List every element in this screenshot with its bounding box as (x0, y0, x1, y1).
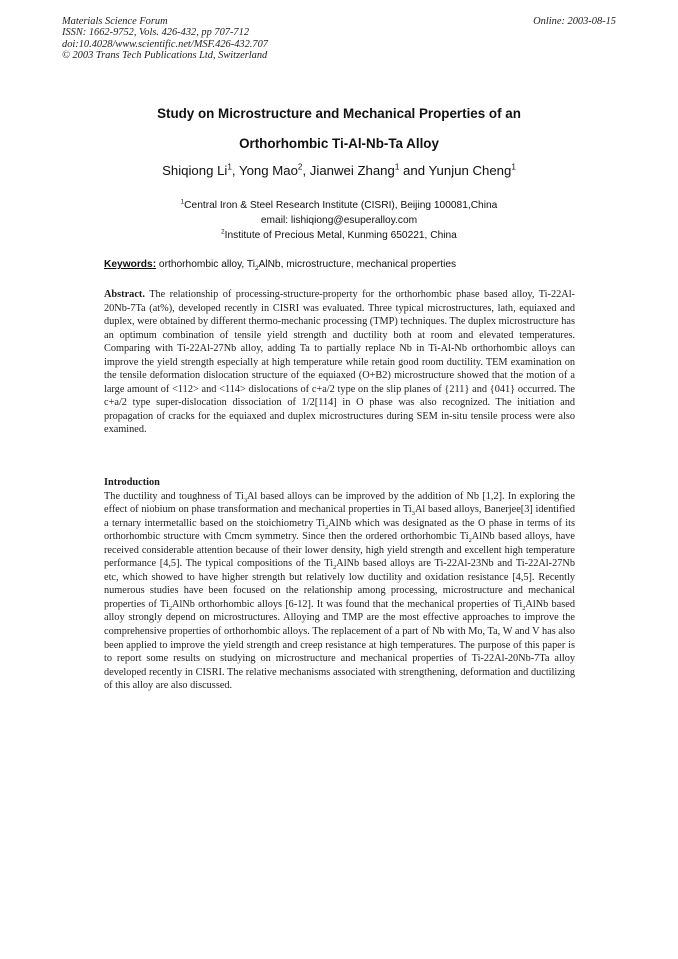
author-list (0, 163, 678, 178)
author-affiliation-mark: 2 (297, 162, 303, 172)
author-affiliation-mark: 1 (511, 162, 516, 172)
copyright-line: © 2003 Trans Tech Publications Ltd, Switzerland (62, 49, 268, 61)
author-separator: and (399, 163, 429, 178)
abstract-paragraph (104, 288, 575, 437)
doi-line: doi:10.4028/www.scientific.net/MSF.426-432.707 (62, 38, 268, 50)
author-separator: , (302, 163, 310, 178)
affiliation-1: $^1$Central Iron & Steel Research Institute (CISRI), Beijing 100081,China (180, 198, 498, 211)
author-separator: , (231, 163, 240, 178)
author-affiliation-mark: 1 (227, 162, 232, 172)
author-name: Yong Mao (239, 163, 298, 178)
journal-name: Materials Science Forum (62, 16, 168, 27)
author-affiliation-mark: 1 (394, 162, 400, 172)
author-name: Shiqiong Li (162, 163, 228, 178)
author-name: Yunjun Cheng (428, 163, 512, 178)
paper-title-line-1: Study on Microstructure and Mechanical Properties of an (157, 106, 521, 121)
affiliation-2: $^2$Institute of Precious Metal, Kunming 650221, China (221, 228, 457, 241)
section-heading: Introduction (104, 477, 160, 488)
keywords-label: Keywords: (104, 259, 157, 270)
introduction-section (104, 476, 575, 693)
paper-title-line-2: Orthorhombic Ti-Al-Nb-Ta Alloy (239, 136, 439, 151)
abstract-label: Abstract. (104, 289, 145, 300)
issn-line: ISSN: 1662-9752, Vols. 426-432, pp 707-712 (62, 27, 250, 39)
online-date: Online: 2003-08-15 (533, 16, 616, 27)
journal-header (62, 16, 268, 61)
author-email: email: lishiqiong@esuperalloy.com (260, 215, 418, 226)
affiliation-mark: 1 (180, 198, 185, 206)
author-name: Jianwei Zhang (309, 163, 395, 178)
abstract-text: The relationship of processing-structure-property for the orthorhombic phase based alloy, Ti-22Al-20Nb-7Ta (at%), developed recently in CISRI was evaluated. Three typical microstructures, lath, equiaxed and duplex, were obtained by different thermo-mechanic processing (TMP) techniques. The duplex microstructure has an optimum combination of tensile yield strength and ductility both at room and elevated temperatures. Comparing with Ti-22Al-27Nb alloy, adding Ta to partially replace Nb in Ti-Al-Nb orthorhombic alloys can improve the yield strength especially at high temperature while retain good room ductility. TEM examination on the tensile deformation dislocation structure of the equiaxed (O+B2) microstructure showed that the motion of a large amount of <112> and <114> dislocations of c+a/2 type on the slip planes of {211} and {041} occurred. The c+a/2 type super-dislocation dissociation of 1/2[114] in O phase was also recognized. The initiation and propagation of cracks for the equiaxed and duplex microstructures during SEM in-situ tensile process were also examined. (104, 289, 575, 436)
keywords-line: Keywords: orthorhombic alloy, $Ti_2AlNb$, microstructure, mechanical properties (104, 259, 457, 273)
affiliation-mark: 2 (221, 228, 225, 236)
introduction-paragraph: The ductility and toughness of $Ti_3Al$ based alloys can be improved by the addition of Nb [1,2]. In exploring the effect of niobium on phase transformation and mechanical properties in $Ti_3Al$ based alloys, Banerjee[3] identified a ternary intermetallic based on the stoichiometry $Ti_2AlNb$ which was designated as the O phase in terms of its orthorhombic structure with Cmcm symmetry. Since then the ordered orthorhombic $Ti_2AlNb$ based alloys, have received considerable attention because of their lower density, high yield strength and excellent high temperature performance [4,5]. The typical compositions of the $Ti_2AlNb$ based alloys are Ti-22Al-23Nb and Ti-22Al-27Nb etc, which showed to have higher strength but relatively low ductility and oxidation resistance [4,5]. Recently numerous studies have been focused on the relationship among processing, microstructure and mechanical properties of $Ti_2AlNb$ orthorhombic alloys [6-12]. It was found that the mechanical properties of $Ti_2AlNb$ based alloy strongly depend on microstructures. Alloying and TMP are the most effective approaches to improve the comprehensive properties of orthorhombic alloys. The replacement of a part of Nb with Mo, Ta, W and V has also been applied to improve the yield strength and creep resistance at high temperatures. The purpose of this paper is to report some results on studying on microstructure and mechanical properties of Ti-22Al-20Nb-7Ta alloy developed recently in CISRI. The relative mechanisms associated with strengthening, deformation and ductilizing of this alloy are also discussed. (104, 490, 576, 692)
